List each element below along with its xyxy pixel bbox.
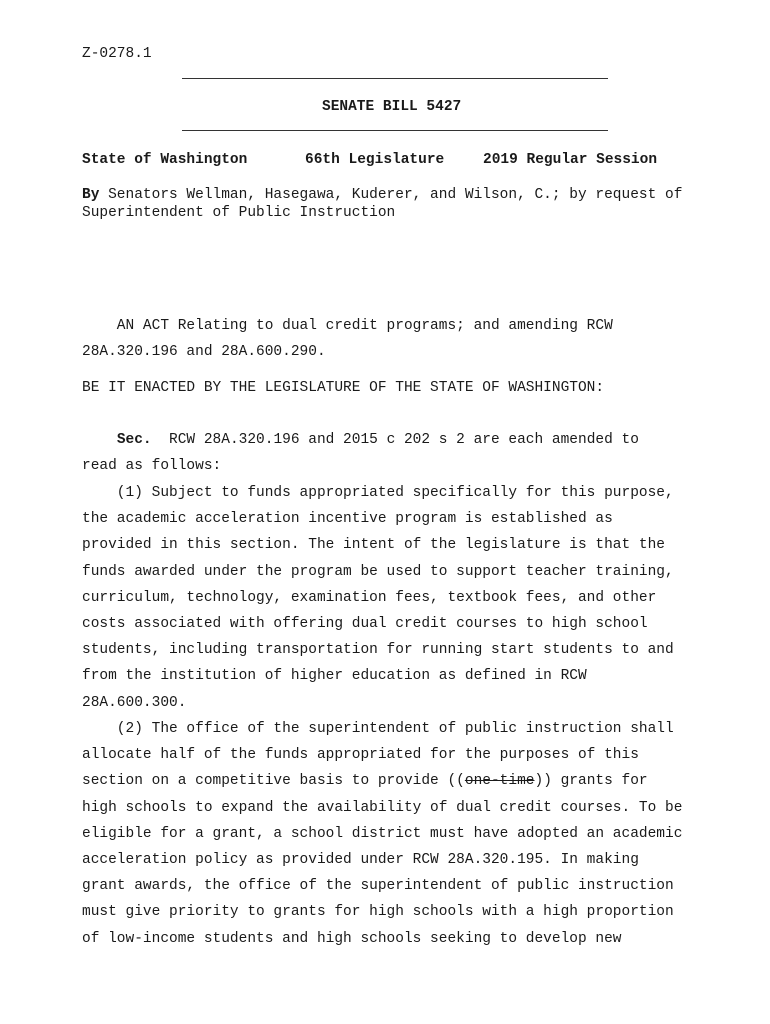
enacting-clause: BE IT ENACTED BY THE LEGISLATURE OF THE STATE OF WASHINGTON: bbox=[82, 380, 605, 396]
doc-code: Z-0278.1 bbox=[82, 46, 152, 62]
para-line: funds awarded under the program be used to support teacher training, bbox=[82, 563, 674, 580]
sponsor-names: Senators Wellman, Hasegawa, Kuderer, and Wilson, C.; by request of bbox=[99, 187, 683, 203]
deleted-text: one-time bbox=[464, 773, 535, 790]
para-line: costs associated with offering dual credit courses to high school bbox=[82, 616, 648, 633]
state-label: State of Washington bbox=[82, 152, 248, 168]
para-line: eligible for a grant, a school district must have adopted an academic bbox=[82, 825, 683, 842]
session-label: 2019 Regular Session bbox=[483, 152, 658, 168]
para-line: 28A.600.300. bbox=[82, 694, 187, 711]
para-line: (1) Subject to funds appropriated specifically for this purpose, bbox=[82, 485, 674, 501]
legislature-label: 66th Legislature bbox=[305, 152, 445, 168]
para-line: must give priority to grants for high schools with a high proportion bbox=[82, 904, 674, 921]
para-line: acceleration policy as provided under RCW 28A.320.195. In making bbox=[82, 852, 639, 869]
subsection-2 bbox=[82, 716, 722, 952]
para-line: high schools to expand the availability of dual credit courses. To be bbox=[82, 799, 683, 816]
title-rule-top bbox=[182, 78, 608, 79]
para-line: from the institution of higher education as defined in RCW bbox=[82, 668, 587, 685]
para-line-with-deletion bbox=[82, 768, 722, 794]
para-line: provided in this section. The intent of the legislature is that the bbox=[82, 537, 665, 554]
sponsor-line-1 bbox=[82, 187, 682, 203]
para-line: allocate half of the funds appropriated for the purposes of this bbox=[82, 747, 639, 764]
act-line-1: AN ACT Relating to dual credit programs; and amending RCW bbox=[82, 318, 613, 334]
section-label: Sec. bbox=[116, 432, 152, 448]
section-amend-text: RCW 28A.320.196 and 2015 c 202 s 2 are each amended to bbox=[151, 432, 639, 448]
sponsor-line-2: Superintendent of Public Instruction bbox=[82, 205, 396, 221]
para-line: of low-income students and high schools seeking to develop new bbox=[82, 930, 622, 947]
subsection-1 bbox=[82, 480, 722, 716]
act-line-2: 28A.320.196 and 28A.600.290. bbox=[82, 344, 326, 360]
para-line: the academic acceleration incentive program is established as bbox=[82, 511, 613, 528]
text-after-deletion: )) grants for bbox=[534, 773, 648, 790]
section-heading-line-2: read as follows: bbox=[82, 458, 222, 474]
bill-title: SENATE BILL 5427 bbox=[322, 99, 462, 115]
para-line: (2) The office of the superintendent of public instruction shall bbox=[82, 721, 674, 737]
text-before-deletion: section on a competitive basis to provide (( bbox=[82, 773, 465, 790]
para-line: grant awards, the office of the superintendent of public instruction bbox=[82, 878, 674, 895]
sponsor-by: By bbox=[82, 187, 100, 203]
para-line: students, including transportation for running start students to and bbox=[82, 642, 674, 659]
section-heading-line bbox=[82, 432, 639, 448]
title-rule-bottom bbox=[182, 130, 608, 131]
para-line: curriculum, technology, examination fees, textbook fees, and other bbox=[82, 589, 657, 606]
